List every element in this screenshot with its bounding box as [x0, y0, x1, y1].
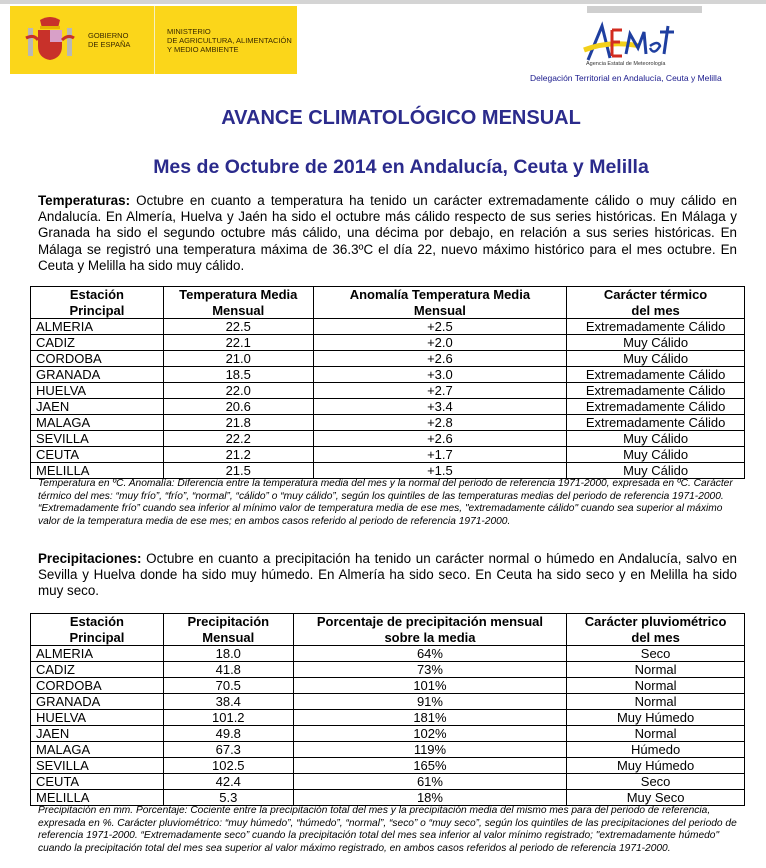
table-row [31, 335, 745, 351]
column-header-line: Principal [69, 629, 125, 645]
table-row [31, 646, 745, 662]
value-cell: 70.5 [163, 678, 293, 694]
value-cell: Muy Húmedo [567, 758, 745, 774]
column-header-line: Mensual [202, 629, 255, 645]
station-cell: JAEN [31, 399, 164, 415]
value-cell: 101% [293, 678, 566, 694]
precipitation-paragraph [38, 551, 737, 600]
value-cell: Extremadamente Cálido [567, 383, 745, 399]
value-cell: Muy Cálido [567, 463, 745, 479]
station-cell: CORDOBA [31, 351, 164, 367]
table-row [31, 790, 745, 806]
column-header-line: del mes [631, 302, 680, 318]
logo-divider [154, 6, 155, 74]
column-header-line: Mensual [212, 302, 265, 318]
station-cell: SEVILLA [31, 758, 164, 774]
value-cell: Extremadamente Cálido [567, 367, 745, 383]
top-bar [0, 0, 766, 4]
value-cell: 165% [293, 758, 566, 774]
column-header-line: Anomalía Temperatura Media [349, 287, 531, 302]
station-cell: ALMERIA [31, 319, 164, 335]
value-cell: Extremadamente Cálido [567, 399, 745, 415]
table-header-row [31, 614, 745, 646]
column-header-line: Mensual [413, 302, 466, 318]
gov-line-2: DE ESPAÑA [88, 40, 131, 49]
precipitation-table-note: Precipitación en mm. Porcentaje: Cociente entre la precipitación total del mes y la precipitación media del mismo mes para del periodo de referencia, expresada en %. Carácter pluviométrico: “muy húmedo”, “húmedo”, “normal”, “seco” o “muy seco”, según los quintiles de las precipitaciones del periodo de referencia 1971-2000. “Extremadamente seco” cuando la precipitación total del mes sea inferior al valor mínimo registrado; "extremadamente húmedo" cuando la precipitación total del mes sea superior al valor máximo registrado, en ambos casos referidos al periodo de referencia 1971-2000. [38, 805, 737, 854]
station-cell: CEUTA [31, 774, 164, 790]
value-cell: 102% [293, 726, 566, 742]
value-cell: +2.0 [313, 335, 567, 351]
temperatures-label: Temperaturas: [38, 193, 131, 208]
ministry-line-2: DE AGRICULTURA, ALIMENTACIÓN [167, 35, 292, 45]
delegation-name: Delegación Territorial en Andalucía, Ceuta y Melilla [530, 73, 722, 83]
column-header-line: Carácter pluviométrico [584, 614, 727, 629]
value-cell: 119% [293, 742, 566, 758]
value-cell: +2.7 [313, 383, 567, 399]
aemet-top-bar [587, 6, 702, 13]
value-cell: 49.8 [163, 726, 293, 742]
value-cell: 21.8 [163, 415, 313, 431]
value-cell: 42.4 [163, 774, 293, 790]
value-cell: 102.5 [163, 758, 293, 774]
column-header [567, 614, 745, 646]
value-cell: +3.0 [313, 367, 567, 383]
table-header-row [31, 287, 745, 319]
precipitation-text: Octubre en cuanto a precipitación ha tenido un carácter normal o húmedo en Andalucía, salvo en Sevilla y Huelva donde ha sido muy húmedo. En Almería ha sido seco. En Ceuta ha sido seco y en Melilla ha sido muy seco. [38, 551, 737, 599]
station-cell: CEUTA [31, 447, 164, 463]
table-row [31, 694, 745, 710]
value-cell: 20.6 [163, 399, 313, 415]
value-cell: 21.5 [163, 463, 313, 479]
column-header-line: Temperatura Media [179, 287, 298, 302]
table-row [31, 710, 745, 726]
gobierno-text [88, 31, 150, 49]
precipitation-table [30, 613, 745, 806]
value-cell: Normal [567, 726, 745, 742]
table-row [31, 431, 745, 447]
station-cell: HUELVA [31, 710, 164, 726]
table-row [31, 383, 745, 399]
value-cell: 22.5 [163, 319, 313, 335]
document-subtitle: Mes de Octubre de 2014 en Andalucía, Ceuta y Melilla [153, 156, 649, 178]
station-cell: SEVILLA [31, 431, 164, 447]
value-cell: 5.3 [163, 790, 293, 806]
value-cell: +2.6 [313, 431, 567, 447]
table-row [31, 447, 745, 463]
value-cell: +1.7 [313, 447, 567, 463]
value-cell: 18% [293, 790, 566, 806]
value-cell: Extremadamente Cálido [567, 415, 745, 431]
value-cell: Muy Cálido [567, 447, 745, 463]
value-cell: Normal [567, 694, 745, 710]
column-header [163, 614, 293, 646]
value-cell: Extremadamente Cálido [567, 319, 745, 335]
station-cell: HUELVA [31, 383, 164, 399]
value-cell: 21.2 [163, 447, 313, 463]
table-row [31, 726, 745, 742]
column-header-line: Estación [69, 614, 124, 629]
table-row [31, 415, 745, 431]
station-cell: ALMERIA [31, 646, 164, 662]
value-cell: +2.5 [313, 319, 567, 335]
value-cell: 73% [293, 662, 566, 678]
table-row [31, 463, 745, 479]
document-title: AVANCE CLIMATOLÓGICO MENSUAL [221, 107, 581, 129]
table-row [31, 399, 745, 415]
ministry-line-3: Y MEDIO AMBIENTE [167, 44, 239, 54]
gov-line-1: GOBIERNO [88, 31, 129, 40]
value-cell: +2.6 [313, 351, 567, 367]
column-header [313, 287, 567, 319]
aemet-subtitle: Agencia Estatal de Meteorología [586, 61, 666, 67]
value-cell: 38.4 [163, 694, 293, 710]
column-header [31, 287, 164, 319]
value-cell: 64% [293, 646, 566, 662]
value-cell: 61% [293, 774, 566, 790]
temperature-table [30, 286, 745, 479]
station-cell: JAEN [31, 726, 164, 742]
temperatures-text: Octubre en cuanto a temperatura ha tenido un carácter extremadamente cálido o muy cálido en Andalucía. En Almería, Huelva y Jaén ha sido el octubre más cálido respecto de sus series históricas. En Málaga y Granada ha sido el segundo octubre más cálido, una décima por debajo, en relación a sus series históricas. En Málaga se registró una temperatura máxima de 36.3ºC el día 22, nuevo máximo histórico para el mes octubre. En Ceuta y Melilla ha sido muy cálido. [38, 193, 737, 273]
column-header-line: Porcentaje de precipitación mensual [316, 614, 544, 629]
table-row [31, 758, 745, 774]
gobierno-espana-logo [10, 6, 297, 74]
value-cell: Muy Húmedo [567, 710, 745, 726]
column-header-line: Principal [69, 302, 125, 318]
table-row [31, 319, 745, 335]
value-cell: 101.2 [163, 710, 293, 726]
station-cell: MELILLA [31, 463, 164, 479]
value-cell: Seco [567, 646, 745, 662]
value-cell: 91% [293, 694, 566, 710]
column-header-line: Carácter térmico [603, 287, 708, 302]
aemet-logo [580, 20, 700, 64]
table-row [31, 774, 745, 790]
table-row [31, 678, 745, 694]
ministry-line-1: MINISTERIO [167, 26, 211, 36]
table-row [31, 351, 745, 367]
station-cell: CADIZ [31, 335, 164, 351]
column-header [163, 287, 313, 319]
column-header [31, 614, 164, 646]
coat-of-arms-icon [24, 14, 76, 66]
column-header-line: del mes [631, 629, 680, 645]
temperatures-paragraph [38, 193, 737, 274]
table-row [31, 662, 745, 678]
value-cell: Muy Cálido [567, 351, 745, 367]
value-cell: +1.5 [313, 463, 567, 479]
value-cell: 67.3 [163, 742, 293, 758]
value-cell: +2.8 [313, 415, 567, 431]
station-cell: CADIZ [31, 662, 164, 678]
value-cell: Normal [567, 678, 745, 694]
station-cell: MELILLA [31, 790, 164, 806]
temperature-table-note: Temperatura en ºC. Anomalía: Diferencia entre la temperatura media del mes y la normal del periodo de referencia 1971-2000, expresada en ºC. Carácter térmico del mes: “muy frío”, “frío”, “normal”, “cálido” o “muy cálido”, según los quintiles de las temperaturas medias del periodo de referencia 1971-2000. “Extremadamente frío” cuando sea inferior al mínimo valor de temperatura media de ese mes, "extremadamente cálido" cuando sea superior al máximo valor de la temperatura media de ese mes; en ambos casos referido al periodo de referencia 1971-2000. [38, 478, 733, 527]
station-cell: GRANADA [31, 367, 164, 383]
value-cell: 41.8 [163, 662, 293, 678]
value-cell: 21.0 [163, 351, 313, 367]
value-cell: Seco [567, 774, 745, 790]
station-cell: CORDOBA [31, 678, 164, 694]
value-cell: 181% [293, 710, 566, 726]
value-cell: 18.5 [163, 367, 313, 383]
table-row [31, 367, 745, 383]
ministry-text [167, 27, 292, 54]
value-cell: Muy Cálido [567, 431, 745, 447]
precipitation-label: Precipitaciones: [38, 551, 142, 566]
value-cell: 22.1 [163, 335, 313, 351]
value-cell: Húmedo [567, 742, 745, 758]
value-cell: Muy Cálido [567, 335, 745, 351]
value-cell: Normal [567, 662, 745, 678]
value-cell: 22.2 [163, 431, 313, 447]
column-header [567, 287, 745, 319]
column-header-line: sobre la media [384, 629, 476, 645]
value-cell: 18.0 [163, 646, 293, 662]
column-header [293, 614, 566, 646]
value-cell: +3.4 [313, 399, 567, 415]
station-cell: MALAGA [31, 742, 164, 758]
column-header-line: Estación [69, 287, 124, 302]
station-cell: MALAGA [31, 415, 164, 431]
table-row [31, 742, 745, 758]
station-cell: GRANADA [31, 694, 164, 710]
value-cell: 22.0 [163, 383, 313, 399]
column-header-line: Precipitación [187, 614, 270, 629]
value-cell: Muy Seco [567, 790, 745, 806]
